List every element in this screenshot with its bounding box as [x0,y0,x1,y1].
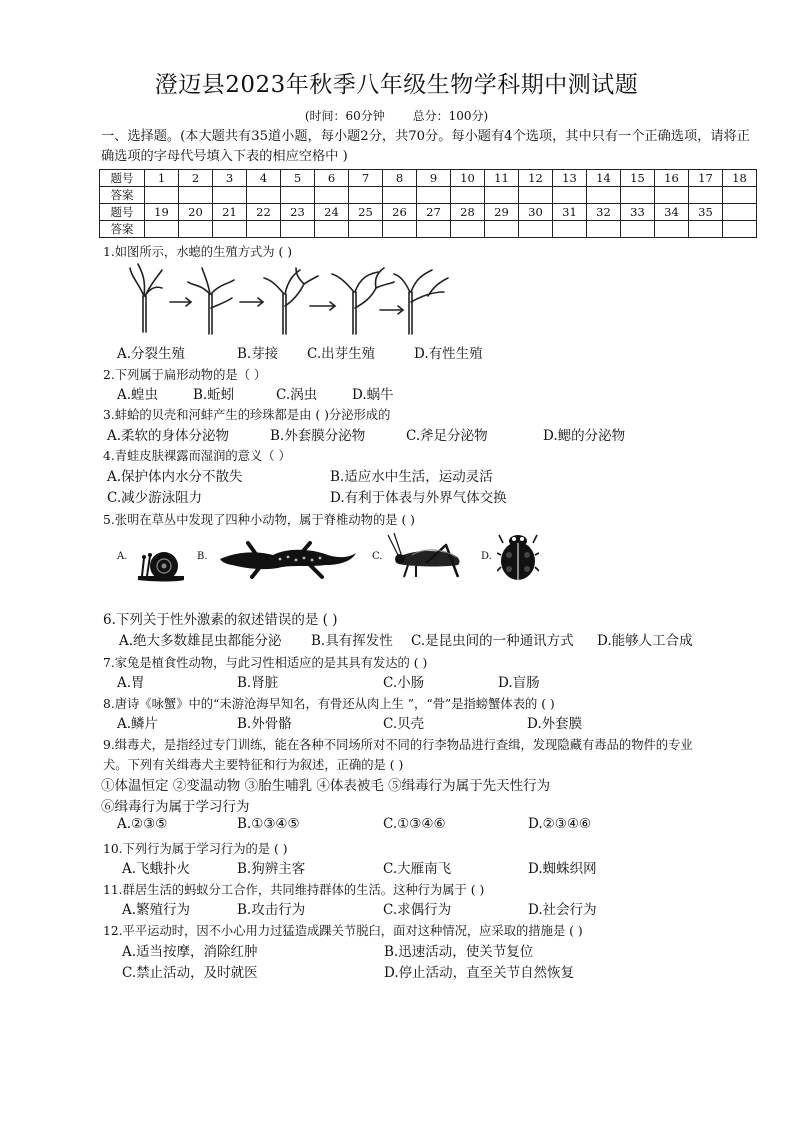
question-5: 5.张明在草丛中发现了四种小动物，属于脊椎动物的是 ( ) [103,513,415,527]
lizard-icon [218,537,358,585]
table-row [100,204,757,221]
table-cell: 35 [689,204,723,221]
table-cell: 13 [553,170,587,187]
table-cell: 29 [485,204,519,221]
table-cell: 12 [519,170,553,187]
table-cell: 18 [723,170,757,187]
answer-cell[interactable] [281,187,315,204]
q10-option-d[interactable]: D.蜘蛛织网 [528,861,597,877]
q4-option-b[interactable]: B.适应水中生活，运动灵活 [330,469,493,485]
table-cell: 17 [689,170,723,187]
answer-cell[interactable] [179,187,213,204]
table-cell: 11 [485,170,519,187]
row-label: 题号 [100,170,145,187]
q1-option-c[interactable]: C.出芽生殖 [307,346,376,362]
table-cell: 16 [655,170,689,187]
q1-option-b[interactable]: B.芽接 [237,346,279,362]
table-cell: 6 [315,170,349,187]
exam-time: (时间：60分钟 [304,109,385,123]
answer-cell[interactable] [247,221,281,238]
answer-cell[interactable] [145,221,179,238]
answer-cell[interactable] [655,187,689,204]
q2-option-a[interactable]: A.蝗虫 [117,387,159,403]
q4-option-a[interactable]: A.保护体内水分不散失 [107,469,243,485]
answer-cell[interactable] [315,187,349,204]
table-cell: 10 [451,170,485,187]
answer-table [99,169,757,238]
table-cell: 26 [383,204,417,221]
answer-cell[interactable] [519,187,553,204]
answer-cell[interactable] [485,187,519,204]
answer-cell[interactable] [417,187,451,204]
q2-option-b[interactable]: B.蚯蚓 [193,387,235,403]
q6-option-a[interactable]: A.绝大多数雄昆虫都能分泌 [119,633,282,649]
q4-option-c[interactable]: C.减少游泳阻力 [107,490,203,506]
q1-option-d[interactable]: D.有性生殖 [414,346,483,362]
q6-option-b[interactable]: B.具有挥发性 [311,633,393,649]
answer-cell[interactable] [179,221,213,238]
table-cell: 32 [587,204,621,221]
answer-cell[interactable] [689,221,723,238]
q5-option-c[interactable]: C. [372,551,383,562]
table-cell: 23 [281,204,315,221]
answer-cell[interactable] [349,187,383,204]
grasshopper-icon [386,533,466,581]
answer-cell[interactable] [145,187,179,204]
q9-statements-2: ⑥缉毒行为属于学习行为 [101,799,250,815]
question-12: 12.平平运动时，因不小心用力过猛造成踝关节脱臼，面对这种情况，应采取的措施是 ( ) [103,924,583,938]
q2-option-c[interactable]: C.涡虫 [276,387,318,403]
question-3: 3.蚌蛤的贝壳和河蚌产生的珍珠都是由 ( )分泌形成的 [103,408,391,422]
answer-cell[interactable] [519,221,553,238]
answer-cell[interactable] [383,187,417,204]
table-cell: 33 [621,204,655,221]
q12-option-c[interactable]: C.禁止活动，及时就医 [122,965,258,981]
question-7: 7.家兔是植食性动物，与此习性相适应的是其具有发达的 ( ) [103,656,428,670]
table-cell: 7 [349,170,383,187]
page-title: 澄迈县2023年秋季八年级生物学科期中测试题 [154,72,639,98]
table-cell: 19 [145,204,179,221]
answer-cell[interactable] [213,187,247,204]
answer-cell[interactable] [315,221,349,238]
table-cell: 27 [417,204,451,221]
table-cell: 5 [281,170,315,187]
q3-option-a[interactable]: A.柔软的身体分泌物 [107,428,230,444]
q12-option-a[interactable]: A.适当按摩，消除红肿 [122,944,258,960]
q1-option-a[interactable]: A.分裂生殖 [117,346,186,362]
table-cell: 3 [213,170,247,187]
answer-cell[interactable] [621,187,655,204]
table-cell: 22 [247,204,281,221]
table-cell: 24 [315,204,349,221]
question-2: 2.下列属于扁形动物的是（ ） [103,368,267,382]
table-cell: 31 [553,204,587,221]
question-8: 8.唐诗《咏蟹》中的“未游沧海早知名，有骨还从肉上生 ”，“骨”是指螃蟹体表的 ( ) [103,697,555,711]
row-label: 答案 [100,221,145,238]
row-label: 题号 [100,204,145,221]
q4-option-d[interactable]: D.有利于体表与外界气体交换 [330,490,507,506]
q2-option-d[interactable]: D.蜗牛 [352,387,394,403]
answer-cell[interactable] [417,221,451,238]
q7-option-b[interactable]: B.肾脏 [237,675,279,691]
exam-total: 总分：100分) [412,109,489,123]
q12-option-b[interactable]: B.迅速活动，使关节复位 [384,944,534,960]
ladybug-icon [497,529,539,583]
q3-option-b[interactable]: B.外套膜分泌物 [270,428,366,444]
answer-cell[interactable] [485,221,519,238]
row-label: 答案 [100,187,145,204]
table-cell: 34 [655,204,689,221]
q5-option-a[interactable]: A. [117,551,128,562]
answer-cell[interactable] [451,221,485,238]
answer-cell[interactable] [587,221,621,238]
table-cell: 20 [179,204,213,221]
answer-cell[interactable] [213,221,247,238]
snail-icon [134,536,186,584]
q8-option-c[interactable]: C.贝壳 [383,716,425,732]
section-intro: 一、选择题。(本大题共有35道小题，每小题2分，共70分。每小题有4个选项，其中只有一个正确选项，请将正确选项的字母代号填入下表的相应空格中 ) [101,129,750,164]
answer-cell[interactable] [281,221,315,238]
table-row [100,170,757,187]
table-cell: 8 [383,170,417,187]
table-cell: 9 [417,170,451,187]
q11-option-a[interactable]: A.繁殖行为 [122,902,191,918]
q9-statements-1: ①体温恒定 ②变温动物 ③胎生哺乳 ④体表被毛 ⑤缉毒行为属于先天性行为 [101,778,551,794]
question-9-line-1: 9.缉毒犬，是指经过专门训练，能在各种不同场所对不同的行李物品进行查缉，发现隐藏有毒品的物件的专业 [103,738,693,752]
q10-option-c[interactable]: C.大雁南飞 [383,861,452,877]
answer-cell[interactable] [553,221,587,238]
table-cell: 4 [247,170,281,187]
answer-cell[interactable] [621,221,655,238]
answer-cell[interactable] [247,187,281,204]
q5-option-b[interactable]: B. [197,551,208,562]
question-6: 6.下列关于性外激素的叙述错误的是 ( ) [103,612,338,628]
question-11: 11.群居生活的蚂蚁分工合作，共同维持群体的生活。这种行为属于 ( ) [103,883,485,897]
answer-cell[interactable] [383,221,417,238]
q5-option-d[interactable]: D. [481,551,492,562]
q10-option-b[interactable]: B.狗辨主客 [237,861,306,877]
table-cell: 30 [519,204,553,221]
table-cell: 28 [451,204,485,221]
q8-option-d[interactable]: D.外套膜 [527,716,583,732]
q3-option-d[interactable]: D.鳃的分泌物 [543,428,626,444]
q7-option-a[interactable]: A.胃 [117,675,145,691]
q7-option-d[interactable]: D.盲肠 [498,675,540,691]
q7-option-c[interactable]: C.小肠 [383,675,425,691]
q10-option-a[interactable]: A.飞蛾扑火 [122,861,191,877]
question-10: 10.下列行为属于学习行为的是 ( ) [103,842,288,856]
table-cell [723,204,757,221]
answer-cell[interactable] [723,187,757,204]
q3-option-c[interactable]: C.斧足分泌物 [406,428,488,444]
q8-option-b[interactable]: B.外骨骼 [237,716,292,732]
table-cell: 21 [213,204,247,221]
exam-info [0,107,793,124]
q9-option-b[interactable]: B.①③④⑤ [237,816,300,832]
table-row [100,187,757,204]
q8-option-a[interactable]: A.鳞片 [117,716,159,732]
table-cell: 2 [179,170,213,187]
q12-option-d[interactable]: D.停止活动，直至关节自然恢复 [384,965,575,981]
q6-option-c[interactable]: C.是昆虫间的一种通讯方式 [411,633,574,649]
answer-cell[interactable] [587,187,621,204]
table-row [100,221,757,238]
answer-cell[interactable] [655,221,689,238]
table-cell: 14 [587,170,621,187]
answer-cell[interactable] [723,221,757,238]
answer-cell[interactable] [553,187,587,204]
q11-option-d[interactable]: D.社会行为 [528,902,597,918]
question-4: 4.青蛙皮肤裸露而湿润的意义（ ） [103,449,291,463]
hydra-budding-icon [128,262,450,340]
table-cell: 15 [621,170,655,187]
q11-option-b[interactable]: B.攻击行为 [237,902,306,918]
answer-cell[interactable] [689,187,723,204]
table-cell: 25 [349,204,383,221]
question-1: 1.如图所示，水螅的生殖方式为 ( ) [103,245,293,259]
q9-option-a[interactable]: A.②③⑤ [117,816,168,832]
question-9-line-2: 犬。下列有关缉毒犬主要特征和行为叙述，正确的是 ( ) [103,758,404,772]
table-cell: 1 [145,170,179,187]
q9-option-d[interactable]: D.②③④⑥ [528,816,592,832]
q11-option-c[interactable]: C.求偶行为 [383,902,452,918]
answer-cell[interactable] [451,187,485,204]
q9-option-c[interactable]: C.①③④⑥ [383,816,446,832]
q6-option-d[interactable]: D.能够人工合成 [597,633,693,649]
answer-cell[interactable] [349,221,383,238]
